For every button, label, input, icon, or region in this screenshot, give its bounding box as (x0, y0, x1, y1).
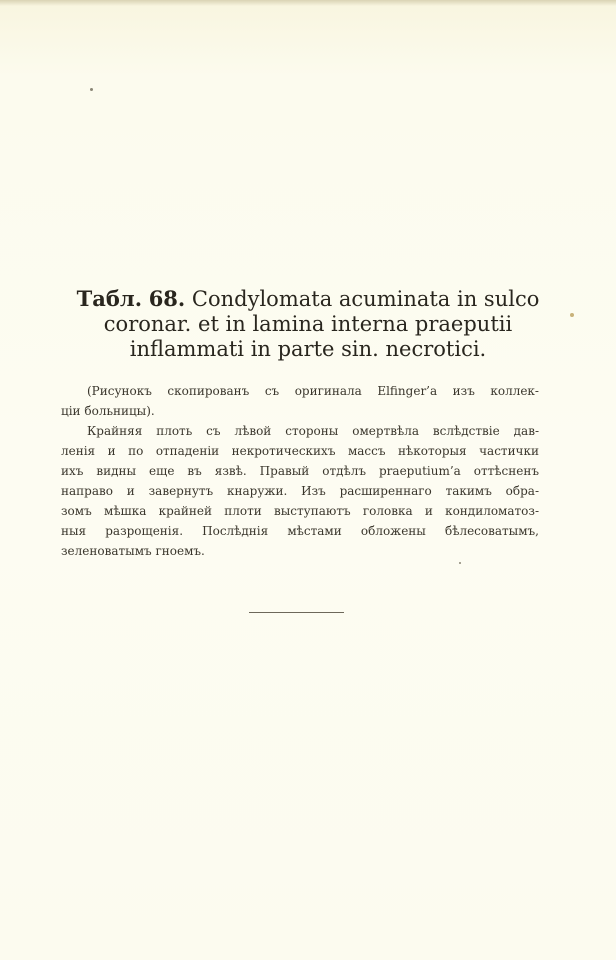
description-line-4: направо и завернутъ кнаружи. Изъ расширеннаго такимъ обра- (61, 484, 539, 498)
section-divider (249, 612, 344, 613)
description-line-6: ныя разрощенія. Послѣднія мѣстами обложены бѣлесоватымъ, (61, 524, 539, 538)
description-line-1: Крайняя плоть съ лѣвой стороны омертвѣла вслѣдствіе дав- (87, 424, 539, 438)
plate-title-line-3: inflammati in parte sin. necrotici. (129, 337, 487, 361)
plate-caption (61, 381, 539, 561)
plate-number: 68. (148, 286, 186, 311)
description-line-5: зомъ мѣшка крайней плоти выступаютъ головка и кондиломатоз- (61, 504, 539, 518)
paper-speck (90, 88, 93, 91)
plate-title-line-2: coronar. et in lamina interna praeputii (103, 312, 513, 336)
plate-label: Табл. (76, 286, 142, 311)
source-note-line-2: ціи больницы). (61, 404, 155, 418)
source-note-line-1: (Рисунокъ скопированъ съ оригинала Elfinger’а изъ коллек- (87, 384, 539, 398)
source-note (61, 381, 539, 421)
description-line-3: ихъ видны еще въ язвѣ. Правый отдѣлъ praeputium’а оттѣсненъ (61, 464, 539, 478)
paper-speck (459, 562, 461, 564)
description-line-7: зеленоватымъ гноемъ. (61, 544, 205, 558)
plate-title-line-1: Condylomata acuminata in sulco (191, 287, 540, 311)
page-top-edge (0, 0, 616, 6)
plate-title (40, 286, 576, 362)
description (61, 421, 539, 561)
description-line-2: ленія и по отпаденіи некротическихъ массъ нѣкоторыя частички (61, 444, 539, 458)
